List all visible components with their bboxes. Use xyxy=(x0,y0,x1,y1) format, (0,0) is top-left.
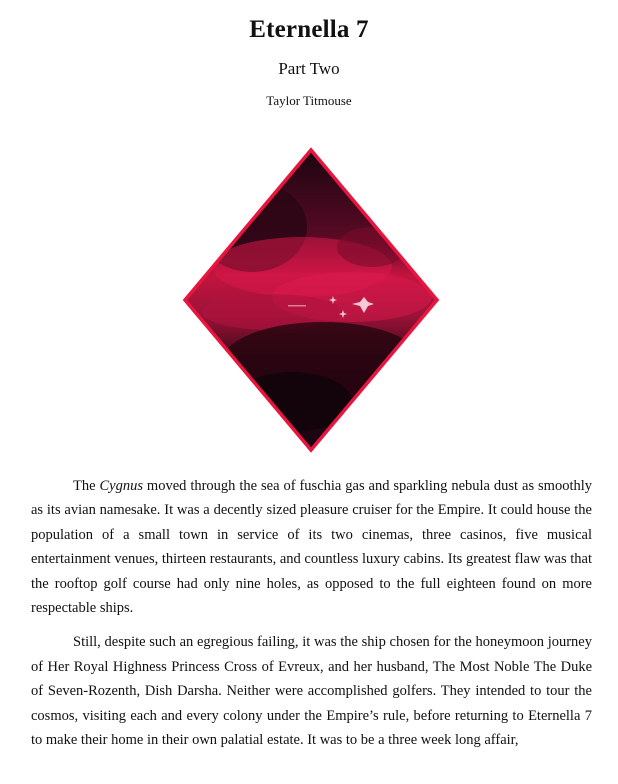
book-title: Eternella 7 xyxy=(249,16,369,43)
author-name: Taylor Titmouse xyxy=(266,93,352,108)
part-heading: Part Two xyxy=(278,59,340,78)
nebula-diamond-illustration xyxy=(182,147,440,453)
paragraph-1: The Cygnus moved through the sea of fuschia gas and sparkling nebula dust as smoothly as its avian namesake. It was a decently sized pleasure cruiser for the Empire. It could house the population of a small town in service of its two cinemas, three casinos, five musical entertainment venues, thirteen restaurants, and countless luxury cabins. Its greatest flaw was that the rooftop golf course had only nine holes, as opposed to the full eighteen found on more respectable ships. xyxy=(31,478,593,617)
ship-name: Cygnus xyxy=(99,478,143,494)
paragraph-2: Still, despite such an egregious failing, it was the ship chosen for the honeymoon journey of Her Royal Highness Princess Cross of Evreux, and her husband, The Most Noble The Duke of Seven-Rozenth, Dish Darsha. Neither were accomplished golfers. They intended to tour the cosmos, visiting each and every colony under the Empire’s rule, before returning to Eternella 7 to make their home in their own palatial estate. It was to be a three week long affair, xyxy=(31,634,592,749)
story-text xyxy=(31,474,592,762)
nebula-fill xyxy=(182,147,440,453)
